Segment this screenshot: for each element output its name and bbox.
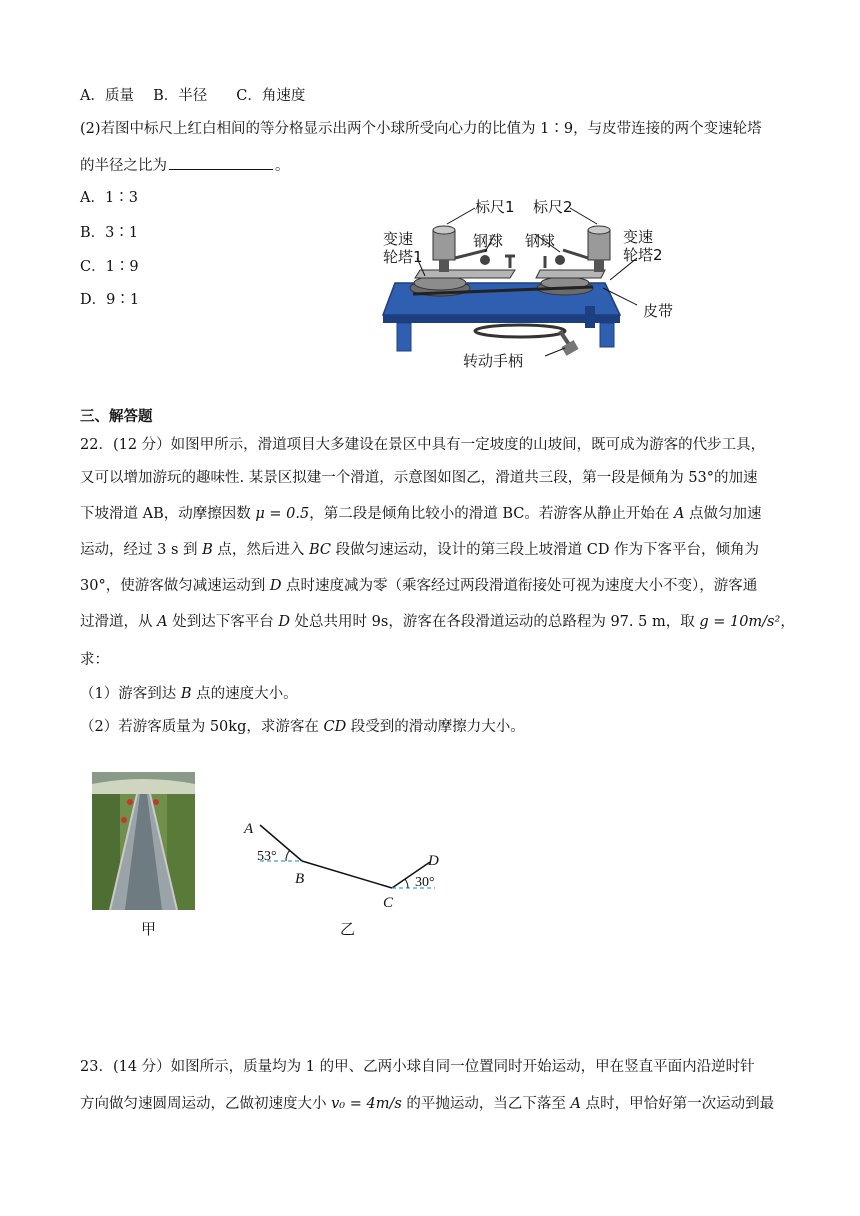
q21-sub2-end: 。	[275, 158, 290, 174]
q22-line7: 求：	[80, 652, 109, 668]
q22-p1-text1: （1）游客到达	[80, 686, 181, 702]
answer-blank	[169, 155, 273, 170]
q22-line6	[80, 612, 795, 632]
option-b: B．3∶1	[80, 225, 139, 241]
q22-line2: 又可以增加游玩的趣味性. 某景区拟建一个滑道，示意图如图乙，滑道共三段，第一段是倾角为 53°的加速	[80, 470, 758, 486]
q22-l6-text4: ，	[780, 614, 795, 630]
label-ball2: 钢球	[525, 232, 556, 250]
q22-l4-text3: 段做匀速运动，设计的第三段上坡滑道 CD 作为下客平台，倾角为	[331, 542, 760, 558]
q22-l6-text3: 处总共用时 9s，游客在各段滑道运动的总路程为 97. 5 m，取	[289, 614, 700, 630]
slide-diagram	[240, 815, 460, 915]
angle-30-label: 30°	[415, 875, 435, 890]
q22-l6-text1: 过滑道，从	[80, 614, 158, 630]
q22-l3-text2: ，第二段是倾角比较小的滑道 BC。若游客从静止开始在	[309, 506, 674, 522]
q22-l6-text2: 处到达下客平台	[167, 614, 279, 630]
q23-l2-text3: 点时，甲恰好第一次运动到最	[581, 1096, 775, 1112]
point-a-label: A	[244, 821, 254, 837]
point-a-ref3: A	[570, 1096, 581, 1112]
q23-l2-text2: 的平抛运动，当乙下落至	[401, 1096, 571, 1112]
point-b-label: B	[295, 871, 305, 887]
q22-l4-text2: 点，然后进入	[212, 542, 309, 558]
formula-g: g = 10m/s²	[699, 614, 781, 630]
point-d-label: D	[428, 853, 439, 869]
slide-photo	[92, 772, 195, 910]
q22-l5-text1: 30°，使游客做匀减速运动到	[80, 578, 270, 594]
q21-sub1-options: A．质量 B．半径 C．角速度	[80, 88, 306, 104]
q22-part2	[80, 717, 525, 737]
caption-jia: 甲	[141, 920, 157, 938]
label-handle: 转动手柄	[463, 352, 524, 370]
caption-yi: 乙	[340, 920, 356, 938]
q23-l2-text1: 方向做匀速圆周运动，乙做初速度大小	[80, 1096, 332, 1112]
point-a-ref: A	[673, 506, 685, 522]
q22-p2-text1: （2）若游客质量为 50kg，求游客在	[80, 719, 324, 735]
centripetal-apparatus-figure	[375, 188, 695, 378]
label-tower2-line2: 轮塔2	[623, 246, 663, 264]
q22-p2-text2: 段受到的滑动摩擦力大小。	[346, 719, 525, 735]
q23-line1: 23．(14 分）如图所示，质量均为 1 的甲、乙两小球自同一位置同时开始运动，甲在竖直平面内沿逆时针	[80, 1059, 755, 1075]
q22-l3-text1: 下坡滑道 AB，动摩擦因数	[80, 506, 256, 522]
option-d: D．9∶1	[80, 292, 140, 308]
q21-sub2-line2	[80, 155, 290, 176]
q22-line4	[80, 540, 759, 560]
angle-53-label: 53°	[257, 849, 277, 864]
label-belt: 皮带	[643, 302, 674, 320]
q22-part1	[80, 684, 298, 704]
label-ball1: 钢球	[473, 232, 504, 250]
q22-l4-text1: 运动，经过 3 s 到	[80, 542, 203, 558]
section-title: 三、解答题	[80, 408, 153, 425]
label-tower1-line1: 变速	[383, 230, 414, 248]
point-b-ref2: B	[180, 686, 192, 702]
q21-sub2-label: 的半径之比为	[80, 158, 167, 174]
q22-p1-text2: 点的速度大小。	[191, 686, 298, 702]
q22-line1: 22．(12 分）如图甲所示，滑道项目大多建设在景区中具有一定坡度的山坡间，既可成为游客的代步工具，	[80, 437, 766, 453]
q22-line5	[80, 576, 757, 596]
segment-cd-ref: CD	[323, 719, 347, 735]
formula-mu: μ = 0.5	[255, 506, 310, 522]
label-tower1-line2: 轮塔1	[383, 248, 423, 266]
option-c: C．1∶9	[80, 259, 139, 275]
segment-bc-ref: BC	[308, 542, 332, 558]
point-b-ref: B	[202, 542, 213, 558]
formula-v0: v₀ = 4m/s	[331, 1096, 402, 1112]
label-ruler1: 标尺1	[475, 198, 515, 216]
q22-l3-text3: 点做匀加速	[684, 506, 762, 522]
label-tower2-line1: 变速	[623, 228, 654, 246]
point-c-label: C	[383, 895, 394, 911]
q22-line3	[80, 504, 762, 524]
q21-sub2-text: (2)若图中标尺上红白相间的等分格显示出两个小球所受向心力的比值为 1∶9，与皮带连接的两个变速轮塔	[80, 121, 762, 137]
point-d-ref2: D	[278, 614, 290, 630]
q22-l5-text2: 点时速度减为零（乘客经过两段滑道衔接处可视为速度大小不变），游客通	[281, 578, 758, 594]
q23-line2	[80, 1094, 774, 1114]
label-ruler2: 标尺2	[533, 198, 573, 216]
option-a: A．1∶3	[80, 190, 138, 206]
point-d-ref: D	[269, 578, 282, 594]
point-a-ref2: A	[157, 614, 168, 630]
